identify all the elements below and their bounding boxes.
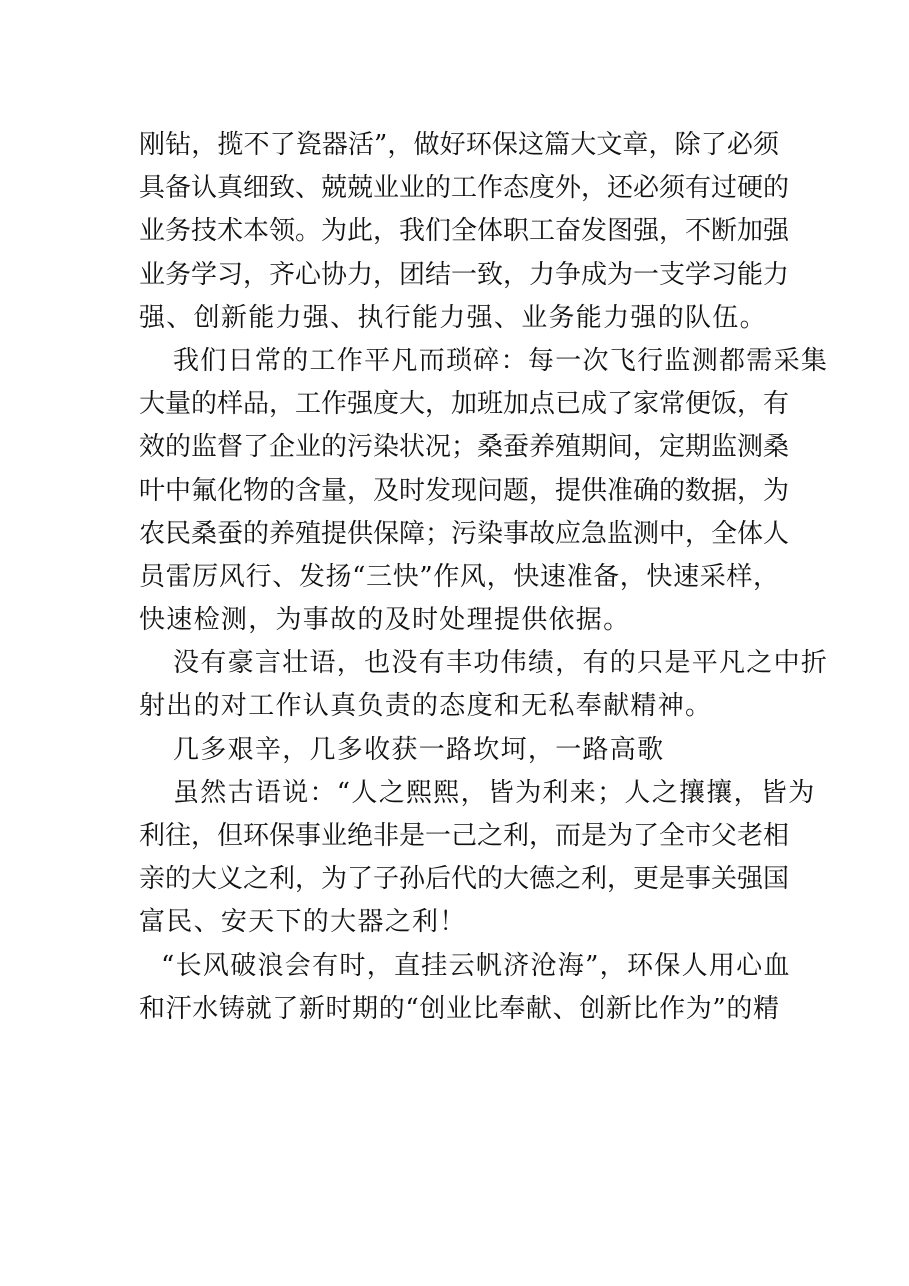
text-line: 叶中氟化物的含量，及时发现问题，提供准确的数据，为 — [139, 475, 790, 506]
section-heading-line: 几多艰辛，几多收获一路坎坷，一路高歌 — [173, 734, 665, 765]
text-line: 利往，但环保事业绝非是一己之利，而是为了全市父老相 — [139, 821, 790, 851]
text-line: 强、创新能力强、执行能力强、业务能力强的队伍。 — [139, 302, 767, 333]
text-line: 具备认真细致、兢兢业业的工作态度外，还必须有过硬的 — [139, 173, 790, 204]
text-line: 员雷厉风行、发扬“三快”作风，快速准备，快速采样， — [139, 561, 779, 592]
text-line: 刚钻，揽不了瓷器活”，做好环保这篇大文章，除了必须 — [139, 130, 779, 160]
text-line: 和汗水铸就了新时期的“创业比奉献、创新比作为”的精 — [139, 993, 779, 1024]
text-line: 快速检测，为事故的及时处理提供依据。 — [139, 605, 631, 636]
paragraph-start-line: 没有豪言壮语，也没有丰功伟绩，有的只是平凡之中折 — [173, 648, 829, 679]
text-line: 富民、安天下的大器之利！ — [139, 907, 467, 938]
text-line: 农民桑蚕的养殖提供保障；污染事故应急监测中，全体人 — [139, 518, 790, 549]
paragraph-start-line: “长风破浪会有时，直挂云帆济沧海”，环保人用心血 — [161, 950, 791, 981]
document-body — [139, 124, 829, 1031]
paragraph-start-line: 虽然古语说：“人之熙熙，皆为利来；人之攘攘，皆为 — [173, 777, 816, 808]
text-line: 射出的对工作认真负责的态度和无私奉献精神。 — [139, 691, 713, 722]
text-line: 业务学习，齐心协力，团结一致，力争成为一支学习能力 — [139, 259, 790, 290]
text-line: 效的监督了企业的污染状况；桑蚕养殖期间，定期监测桑 — [139, 432, 790, 463]
paragraph-start-line: 我们日常的工作平凡而琐碎：每一次飞行监测都需采集 — [173, 345, 829, 376]
text-line: 亲的大义之利，为了子孙后代的大德之利，更是事关强国 — [139, 864, 790, 895]
text-line: 业务技术本领。为此，我们全体职工奋发图强，不断加强 — [139, 216, 790, 247]
text-line: 大量的样品，工作强度大，加班加点已成了家常便饭，有 — [139, 389, 790, 420]
